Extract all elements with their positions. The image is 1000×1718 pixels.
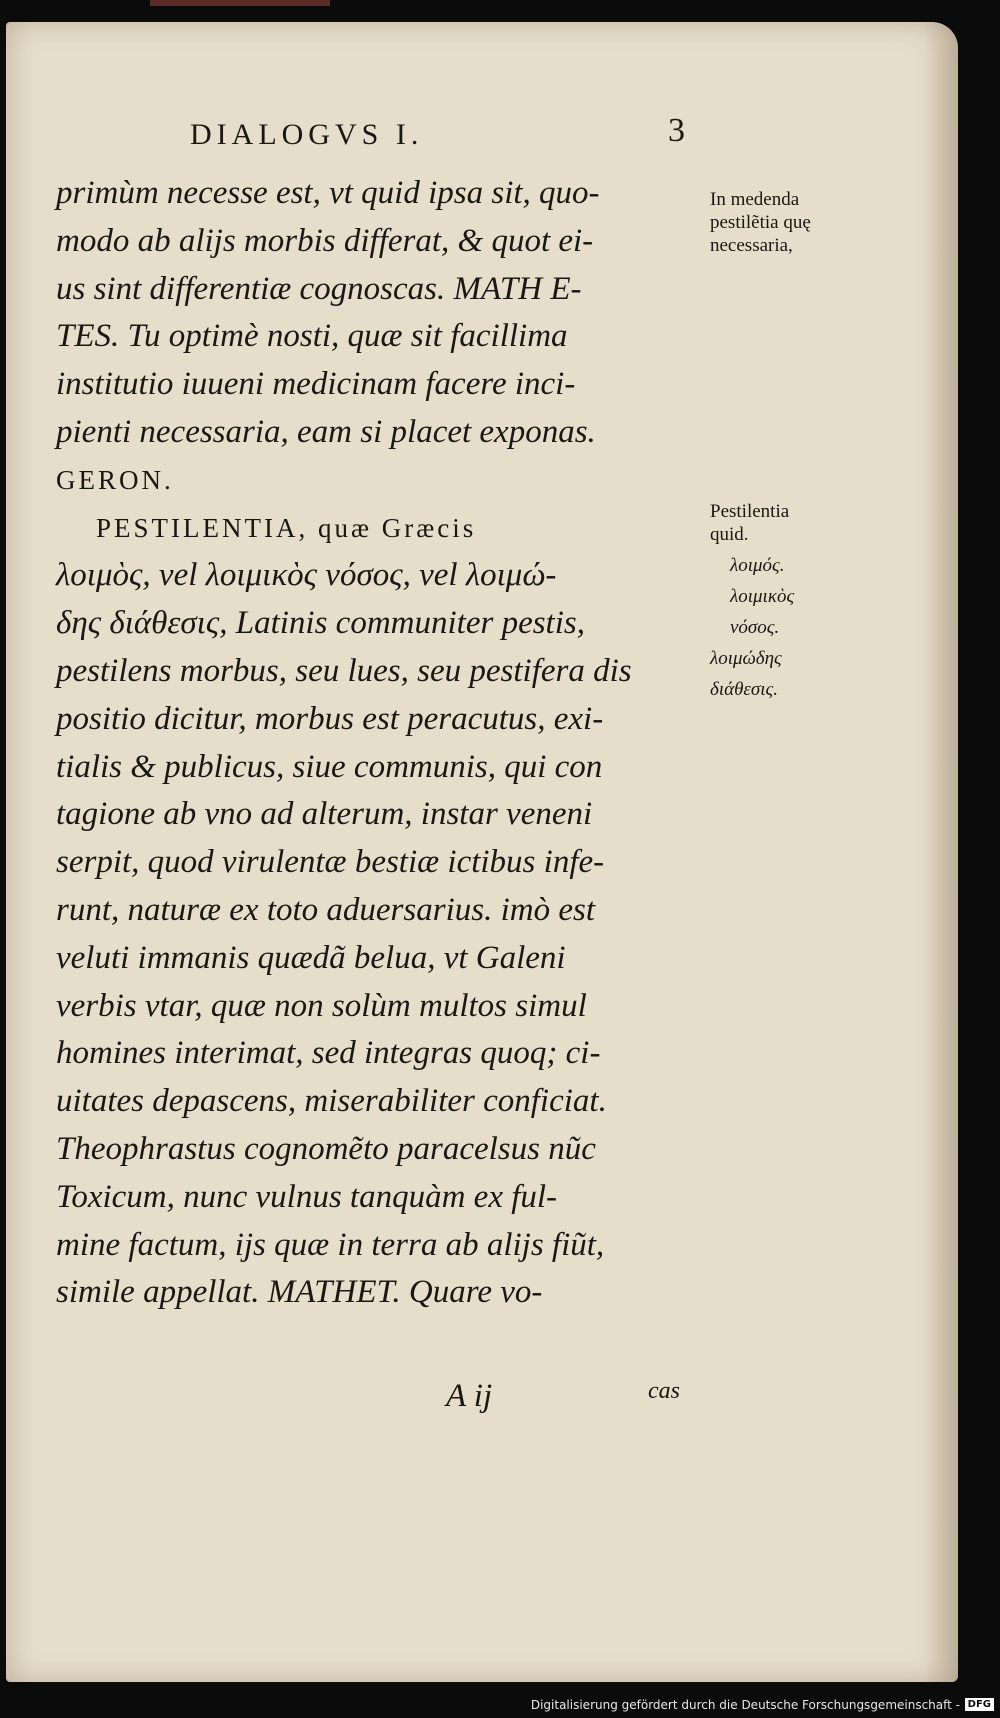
text-line: us sint differentiæ cognoscas. MATH E- — [56, 270, 582, 307]
text-line: uitates depascens, miserabiliter conficiat. — [56, 1083, 607, 1120]
page-number: 3 — [668, 112, 690, 149]
margin-note-line: quid. — [710, 524, 749, 545]
text-line: mine factum, ijs quæ in terra ab alijs fiũt, — [56, 1226, 605, 1263]
margin-note-1 — [710, 188, 870, 257]
text-line: primùm necesse est, vt quid ipsa sit, quo- — [56, 175, 600, 211]
margin-note-2 — [710, 500, 870, 701]
greek-term: λοιμώδης — [710, 648, 782, 669]
text-line: institutio iuueni medicinam facere inci- — [56, 366, 576, 403]
text-line: homines interimat, sed integras quoq; ci- — [56, 1035, 601, 1072]
text-line: Toxicum, nunc vulnus tanquàm ex ful- — [56, 1178, 558, 1215]
text-line: tagione ab vno ad alterum, instar veneni — [56, 796, 593, 833]
text-line: TES. Tu optimè nosti, quæ sit facillima — [56, 318, 568, 355]
text-line: runt, naturæ ex toto aduersarius. imò est — [56, 891, 596, 928]
text-line: δης διάθεσις, Latinis communiter pestis, — [56, 605, 585, 642]
margin-note-line: necessaria, — [710, 235, 793, 256]
text-line: λοιμὸς, vel λοιμικὸς νόσος, vel λοιμώ- — [56, 557, 557, 594]
catchline — [56, 1378, 696, 1422]
signature-mark: A ij — [446, 1378, 493, 1414]
footer-bar — [0, 1694, 1000, 1718]
text-line: verbis vtar, quæ non solùm multos simul — [56, 987, 587, 1024]
text-line: pestilens morbus, seu lues, seu pestifera dis — [56, 652, 632, 689]
footer-credit: Digitalisierung gefördert durch die Deutsche Forschungsgemeinschaft - — [530, 1698, 960, 1712]
text-line: veluti immanis quædã belua, vt Galeni — [56, 939, 566, 976]
page-edge-shadow — [924, 22, 958, 1682]
body-text — [56, 170, 696, 1317]
text-line: Theophrastus cognomẽto paracelsus nũc — [56, 1130, 596, 1167]
text-line: tialis & publicus, siue communis, qui con — [56, 748, 603, 785]
text-line: pienti necessaria, eam si placet exponas. — [56, 413, 596, 450]
speaker-label: GERON. — [56, 464, 174, 495]
greek-term: νόσος. — [730, 617, 780, 638]
margin-note-line: pestilẽtia quę — [710, 212, 811, 233]
text-line: modo ab alijs morbis differat, & quot ei- — [56, 222, 594, 259]
text-line: positio dicitur, morbus est peracutus, exi- — [56, 700, 604, 737]
greek-term: διάθεσις. — [710, 679, 779, 700]
section-heading-line: PESTILENTIA, quæ Græcis — [96, 512, 477, 543]
dfg-logo: DFG — [965, 1698, 994, 1711]
top-edge-band — [150, 0, 330, 6]
margin-note-line: Pestilentia — [710, 501, 790, 522]
running-title: DIALOGVS I. — [190, 118, 424, 151]
margin-note-line: In medenda — [710, 189, 800, 210]
text-line: serpit, quod virulentæ bestiæ ictibus infe- — [56, 844, 605, 881]
catchword: cas — [648, 1378, 680, 1404]
text-line: simile appellat. MATHET. Quare vo- — [56, 1274, 543, 1311]
greek-term: λοιμικὸς — [730, 586, 795, 607]
greek-term: λοιμός. — [730, 555, 785, 576]
